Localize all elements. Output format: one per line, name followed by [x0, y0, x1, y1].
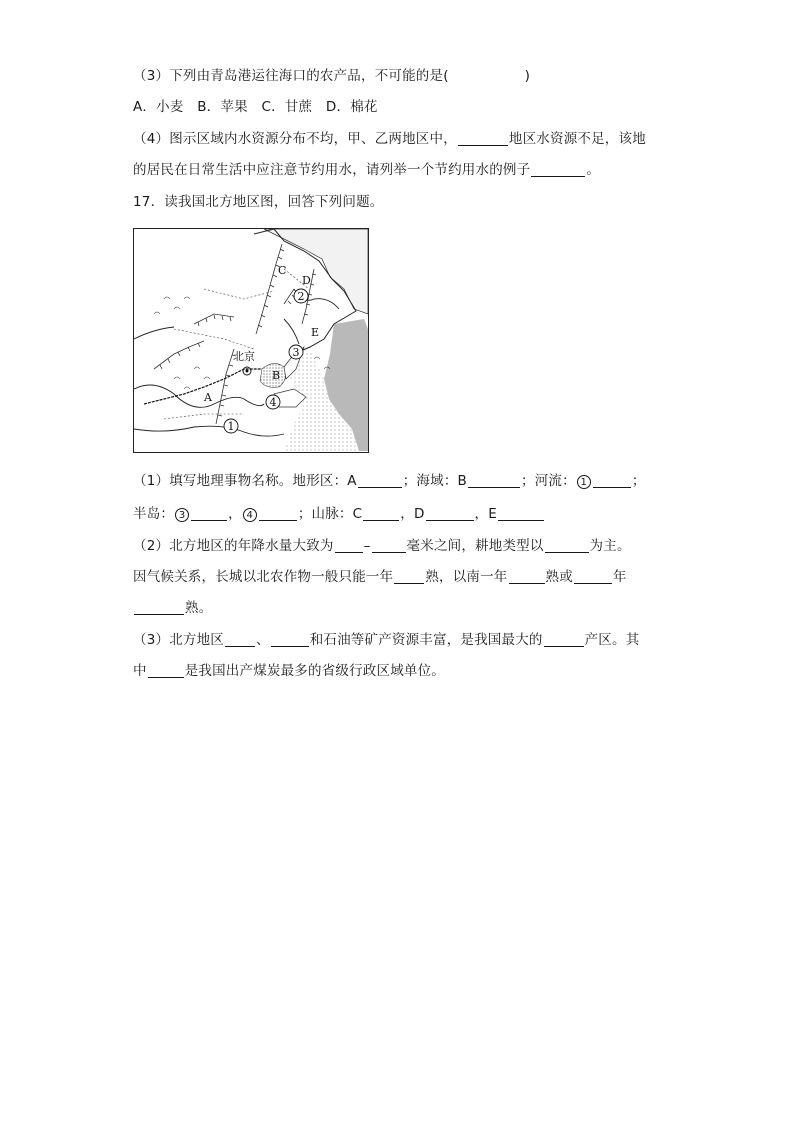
blank-peninsula-3[interactable]: [191, 506, 227, 521]
map-label-C: C: [278, 264, 287, 277]
q17-p2-text-d: 为主。: [589, 538, 631, 554]
q3-stem-line: [133, 67, 530, 85]
blank-harvest-south[interactable]: [509, 569, 545, 584]
map-label-n2: 2: [297, 290, 305, 303]
q17-p1-text-a: （1）填写地理事物名称。地形区：A: [133, 473, 357, 489]
blank-resource-2[interactable]: [271, 632, 309, 647]
map-label-A: A: [204, 391, 212, 404]
map-circle-3: [289, 345, 303, 359]
blank-harvest-north[interactable]: [394, 569, 424, 584]
q17-p3b-line: [133, 662, 445, 680]
blank-farmland-type[interactable]: [545, 538, 589, 553]
q17-p2-line: [133, 537, 631, 555]
blank-mountain-E[interactable]: [498, 506, 544, 521]
map-label-n3: 3: [292, 346, 300, 359]
map-circle-4: [266, 395, 280, 409]
q17-p2b-text-d: 年: [612, 569, 627, 585]
q3-answer-blank[interactable]: [450, 69, 524, 83]
q17-p1b-text-c: ；山脉：C: [297, 506, 363, 522]
blank-years[interactable]: [574, 569, 612, 584]
q4-line1-text-b: 地区水资源不足，该地: [508, 131, 646, 147]
q17-p2-text-b: –: [363, 538, 371, 554]
q17-p3-text-b: 、: [256, 632, 270, 648]
q4-line2-text-b: 。: [586, 162, 601, 178]
q17-p1b-text-e: ，E: [474, 506, 497, 522]
blank-production-area[interactable]: [544, 632, 584, 647]
circle-number-4: 4: [243, 508, 257, 522]
q17-p1-text-d: ；: [631, 473, 646, 489]
q17-p3b-text-b: 是我国出产煤炭最多的省级行政区域单位。: [184, 663, 446, 679]
blank-resource-1[interactable]: [225, 632, 255, 647]
q4-line1: [133, 130, 646, 148]
q17-p3-line: [133, 631, 639, 649]
q17-p1b-line: [133, 505, 545, 523]
q17-p2b-text-a: 因气候关系，长城以北农作物一般只能一年: [133, 569, 394, 585]
map-label-beijing: 北京: [233, 350, 255, 363]
blank-B[interactable]: [468, 473, 520, 488]
blank-river-1[interactable]: [593, 473, 631, 488]
circle-number-3: 3: [175, 508, 189, 522]
q3-options: A．小麦 B．苹果 C．甘蔗 D．棉花: [133, 99, 378, 115]
map-label-D: D: [302, 274, 311, 287]
north-china-map: [133, 228, 369, 453]
q4-blank-example[interactable]: [531, 162, 585, 177]
blank-peninsula-4[interactable]: [259, 506, 297, 521]
q17-p3b-text-a: 中: [133, 663, 147, 679]
map-circle-1: [224, 419, 238, 433]
map-label-E: E: [311, 326, 320, 339]
beijing-marker-dot: [246, 370, 249, 373]
q4-blank-region[interactable]: [458, 131, 508, 146]
q17-p1-text-b: ；海域：B: [402, 473, 467, 489]
q17-p2b-line: [133, 568, 627, 586]
blank-precip-min[interactable]: [335, 538, 363, 553]
q4-line1-text-a: （4）图示区域内水资源分布不均，甲、乙两地区中，: [133, 131, 457, 147]
q17-p2-text-a: （2）北方地区的年降水量大致为: [133, 538, 334, 554]
q17-p3-text-d: 产区。其: [584, 632, 640, 648]
circle-number-1: 1: [577, 475, 591, 489]
q17-p3-text-c: 和石油等矿产资源丰富，是我国最大的: [309, 632, 543, 648]
q4-line2-text-a: 的居民在日常生活中应注意节约用水，请列举一个节约用水的例子: [133, 162, 531, 178]
q17-p2c-line: [133, 599, 212, 617]
q17-p2b-text-b: 熟，以南一年: [425, 569, 508, 585]
blank-precip-max[interactable]: [372, 538, 406, 553]
map-circle-2: [294, 289, 308, 303]
blank-mountain-C[interactable]: [363, 506, 399, 521]
q17-p2c-text-a: 熟。: [185, 600, 213, 616]
q17-p1b-text-d: ，D: [400, 506, 425, 522]
q17-p2-text-c: 毫米之间，耕地类型以: [406, 538, 544, 554]
blank-A[interactable]: [358, 473, 402, 488]
q17-p2b-text-c: 熟或: [545, 569, 573, 585]
q3-stem: （3）下列由青岛港运往海口的农产品，不可能的是(: [133, 68, 449, 84]
q17-p1b-text-a: 半岛：: [133, 506, 175, 522]
blank-coal-province[interactable]: [148, 663, 184, 678]
map-label-B: B: [272, 369, 281, 382]
q3-stem-end: ): [524, 68, 531, 84]
blank-mountain-D[interactable]: [426, 506, 474, 521]
map-label-n1: 1: [227, 420, 235, 433]
q17-p1-line: [133, 472, 646, 490]
map-svg: [134, 229, 368, 451]
q4-line2: [133, 161, 600, 179]
map-label-n4: 4: [269, 396, 277, 409]
q17-title: 17．读我国北方地区图，回答下列问题。: [133, 194, 384, 210]
q17-p1b-text-b: ，: [228, 506, 242, 522]
q17-p3-text-a: （3）北方地区: [133, 632, 224, 648]
q17-p1-text-c: ；河流：: [521, 473, 576, 489]
blank-harvest-times[interactable]: [134, 600, 184, 615]
